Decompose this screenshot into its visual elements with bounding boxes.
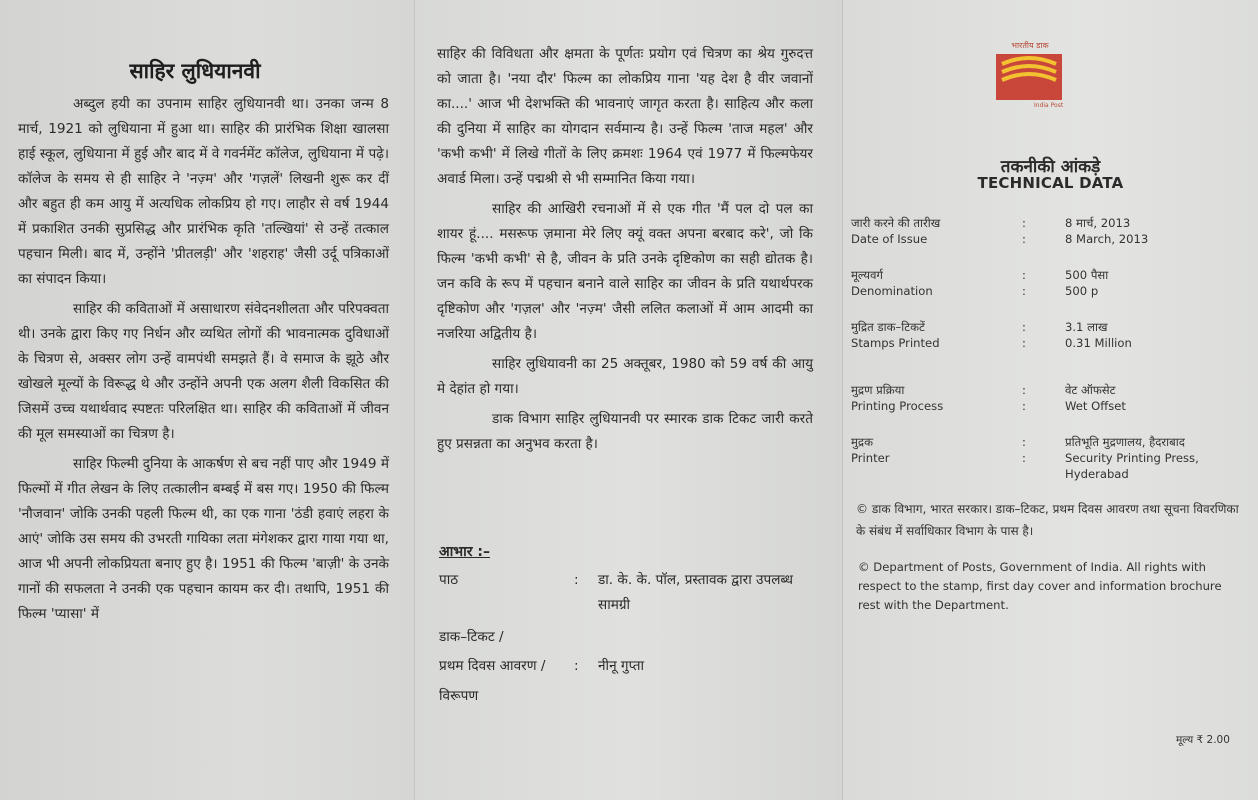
technical-data-heading: TECHNICAL DATA xyxy=(977,174,1124,192)
paragraph: साहिर की विविधता और क्षमता के पूर्णतः प्रयोग एवं चित्रण का श्रेय गुरुदत्त को जाता है। 'नया दौर' फिल्म का लोकप्रिय गाना 'यह देश है वीर जवानों का....' आज भी देशभक्ति की भावनाएं जागृत करता है। साहित्य और कला की दुनिया में साहिर का योगदान सर्वमान्य है। उन्हें फिल्म 'ताज महल' और 'कभी कभी' में लिखे गीतों के लिए क्रमशः 1964 एवं 1977 में फिल्मफेयर अवार्ड मिला। उन्हें पद्मश्री से भी सम्मानित किया गया। xyxy=(437,46,813,187)
ack-colon: : xyxy=(574,572,579,588)
ack-row xyxy=(439,654,644,679)
value-english: 8 March, 2013 xyxy=(1065,232,1149,246)
label-english: Stamps Printed xyxy=(851,336,940,350)
colon: : xyxy=(1022,399,1026,413)
paragraph: साहिर की कविताओं में असाधारण संवेदनशीलता और परिपक्वता थी। उनके द्वारा किए गए निर्धन और व्यथित लोगों की भावनात्मक दुविधाओं के चित्रण से, अक्सर लोग उन्हें वामपंथी समझते हैं। वे समाज के झूठे और खोखले मूल्यों के विरूद्ध थे और उन्होंने अपनी एक अलग शैली विकसित की जिसमें उच्च यथार्थवाद स्पष्टतः परिलक्षित था। साहिर की कविताओं में जीवन की मूल समस्याओं का चित्रण है। xyxy=(18,301,389,442)
value-english: Wet Offset xyxy=(1065,399,1126,413)
logo-top-text: भारतीय डाक xyxy=(1011,41,1049,50)
colon: : xyxy=(1022,216,1026,230)
copyright-hindi: © डाक विभाग, भारत सरकार। डाक–टिकट, प्रथम दिवस आवरण तथा सूचना विवरणिका के संबंध में सर्वाधिकार विभाग के पास है। xyxy=(856,502,1239,538)
logo-emblem xyxy=(996,54,1062,100)
label-hindi: जारी करने की तारीख xyxy=(851,216,941,230)
label-english: Date of Issue xyxy=(851,232,928,246)
colon: : xyxy=(1022,451,1026,465)
paragraph: डाक विभाग साहिर लुधियानवी पर स्मारक डाक टिकट जारी करते हुए प्रसन्नता का अनुभव करता है। xyxy=(437,411,813,452)
acknowledgement-heading: आभार :– xyxy=(439,544,490,560)
left-panel xyxy=(0,0,415,800)
label-hindi: मूल्यवर्ग xyxy=(851,268,883,282)
value-english: Security Printing Press, Hyderabad xyxy=(1065,451,1199,481)
ack-label: प्रथम दिवस आवरण / xyxy=(439,658,546,674)
india-post-logo xyxy=(990,40,1070,110)
value-hindi: 3.1 लाख xyxy=(1065,320,1108,334)
label-english: Denomination xyxy=(851,284,933,298)
label-hindi: मुद्रक xyxy=(851,435,873,449)
copyright-english: © Department of Posts, Government of India. All rights with respect to the stamp, first day cover and information brochure rest with the Department. xyxy=(858,560,1222,612)
colon: : xyxy=(1022,320,1026,334)
value-english: 0.31 Million xyxy=(1065,336,1132,350)
price-label: मूल्य ₹ 2.00 xyxy=(1176,734,1230,746)
colon: : xyxy=(1022,268,1026,282)
paragraph: साहिर फिल्मी दुनिया के आकर्षण से बच नहीं पाए और 1949 में फिल्मों में गीत लेखन के लिए तत्कालीन बम्बई में बस गए। 1950 की फिल्म 'नौजवान' जोकि उनकी पहली फिल्म थी, का एक गाना 'ठंडी हवाएं लहरा के आएं' जोकि उस समय की उभरती गायिका लता मंगेशकर द्वारा गाया गया था, आज भी अपनी लोकप्रियता बनाए हुए है। 1951 की फिल्म 'बाज़ी' के उनके गानों की सफलता ने उनकी एक पहचान कायम कर दी। तथापि, 1951 की फिल्म 'प्यासा' में xyxy=(18,456,389,622)
label-hindi: मुद्रण प्रक्रिया xyxy=(851,383,905,397)
ack-colon: : xyxy=(574,658,579,674)
ack-value: नीनू गुप्ता xyxy=(598,658,645,674)
biography-text-middle xyxy=(437,42,813,462)
paragraph: साहिर की आखिरी रचनाओं में से एक गीत 'मैं पल दो पल का शायर हूं.... मसरूफ ज़माना मेरे लिए क्यूं वक्त अपना बरबाद करे', जो कि फिल्म 'कभी कभी' से है, जीवन के प्रति उनके दृष्टिकोण का सही द्योतक है। जन कवि के रूप में पहचान बनाने वाले साहिर का जीवन के प्रति यथार्थपरक दृष्टिकोण और 'गज़ल' और 'नज़्म' जैसी ललित कलाओं में आम आदमी का नजरिया अद्वितीय है। xyxy=(437,201,813,342)
ack-label: डाक–टिकट / xyxy=(439,629,504,645)
label-hindi: मुद्रित डाक–टिकटें xyxy=(851,320,925,334)
ack-label: विरूपण xyxy=(439,688,479,704)
logo-bottom-text: India Post xyxy=(1034,102,1064,109)
paragraph: अब्दुल हयी का उपनाम साहिर लुधियानवी था। उनका जन्म 8 मार्च, 1921 को लुधियाना में हुआ था। साहिर की प्रारंभिक शिक्षा खालसा हाई स्कूल, लुधियाना में हुई और बाद में वे गवर्नमेंट कॉलेज, लुधियाना में पढ़े। कॉलेज के समय से ही साहिर ने 'नज़्म' और 'गज़लें' लिखनी शुरू कर दीं और बहुत ही कम आयु में अत्यधिक लोकप्रिय हो गए। लाहौर से वर्ष 1944 में प्रकाशित उनकी सुप्रसिद्ध और प्रारंभिक कृति 'तल्खियां' से उन्हें तत्काल पहचान मिली। बाद में, उन्होंने 'प्रीतलड़ी' और 'शहराह' जैसी उर्दू पत्रिकाओं का संपादन किया। xyxy=(18,96,389,287)
value-hindi: 500 पैसा xyxy=(1065,268,1109,282)
colon: : xyxy=(1022,336,1026,350)
value-hindi: 8 मार्च, 2013 xyxy=(1065,216,1131,230)
colon: : xyxy=(1022,284,1026,298)
value-hindi: प्रतिभूति मुद्रणालय, हैदराबाद xyxy=(1065,435,1185,449)
value-hindi: वेट ऑफसेट xyxy=(1065,383,1116,397)
ack-row xyxy=(439,684,574,709)
ack-value: डा. के. के. पॉल, प्रस्तावक द्वारा उपलब्ध सामग्री xyxy=(598,572,794,613)
page-title: साहिर लुधियानवी xyxy=(129,59,261,83)
label-english: Printer xyxy=(851,451,890,465)
colon: : xyxy=(1022,383,1026,397)
biography-text-left xyxy=(18,92,389,632)
label-english: Printing Process xyxy=(851,399,944,413)
technical-data-heading-hindi: तकनीकी आंकड़े xyxy=(1000,157,1101,177)
colon: : xyxy=(1022,232,1026,246)
ack-label: पाठ xyxy=(439,572,459,588)
ack-row xyxy=(439,625,574,650)
value-english: 500 p xyxy=(1065,284,1099,298)
ack-row xyxy=(439,568,813,618)
envelope-stripes-icon xyxy=(996,54,1062,100)
paragraph: साहिर लुधियावनी का 25 अक्तूबर, 1980 को 59 वर्ष की आयु मे देहांत हो गया। xyxy=(437,356,813,397)
colon: : xyxy=(1022,435,1026,449)
middle-panel xyxy=(415,0,843,800)
